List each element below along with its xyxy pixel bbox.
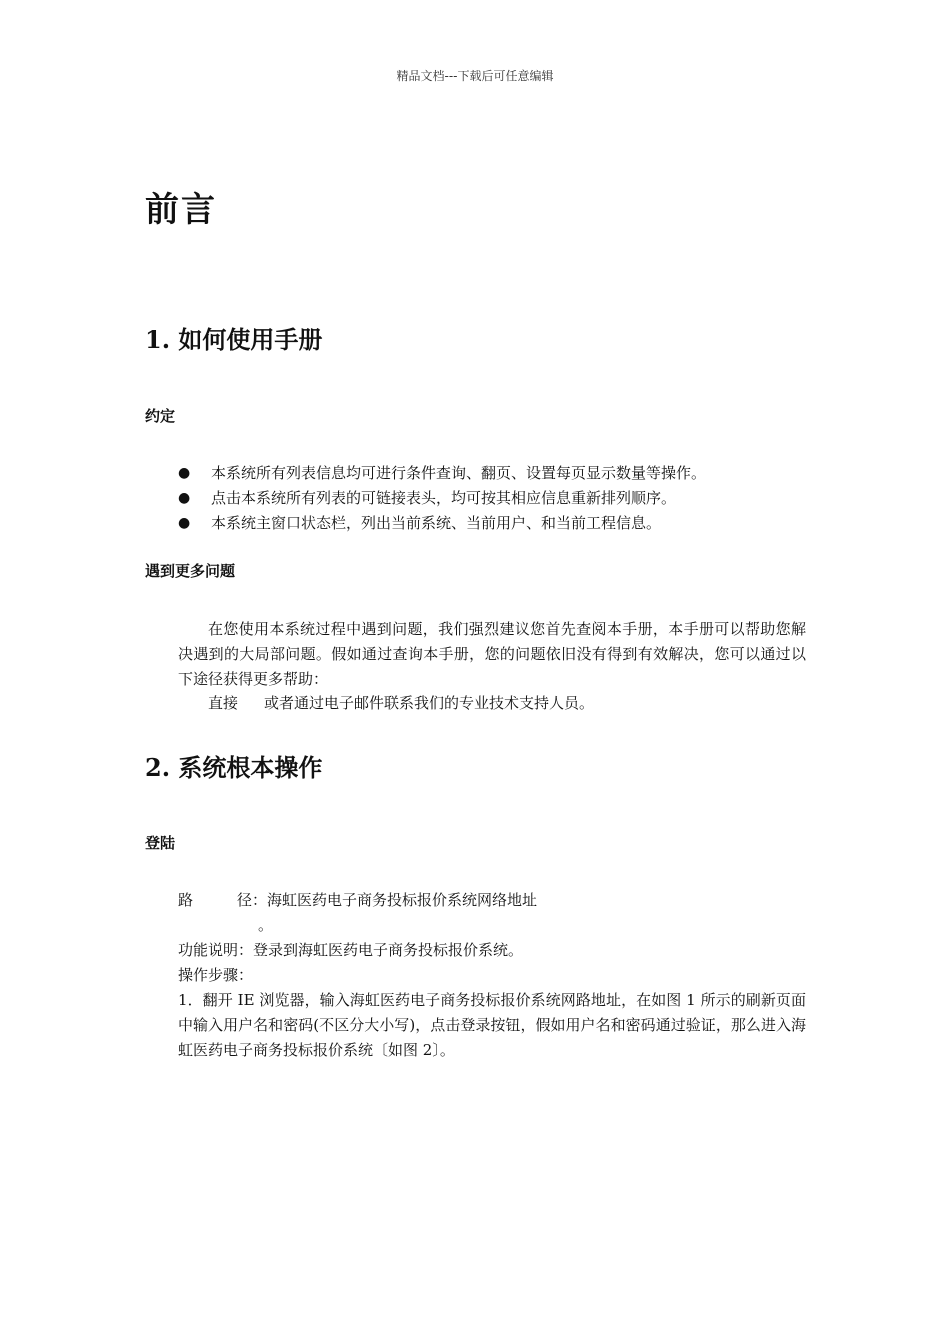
contact-line-start: 直接 (208, 694, 239, 712)
header-watermark: 精品文档---下载后可任意编辑 (396, 69, 554, 83)
contact-line (178, 691, 806, 716)
list-item-text: 本系统所有列表信息均可进行条件查询、翻页、设置每页显示数量等操作。 (211, 464, 707, 482)
function-description: 功能说明：登录到海虹医药电子商务投标报价系统。 (178, 941, 524, 959)
login-heading: 登陆 (145, 834, 176, 852)
list-item (178, 461, 818, 486)
bullet-icon: ● (178, 465, 191, 481)
path-label-end: 径： (237, 891, 268, 909)
section-2-heading: 2. 系统根本操作 (145, 753, 323, 782)
bullet-icon: ● (178, 490, 191, 506)
steps-label: 操作步骤： (178, 966, 254, 984)
list-item (178, 511, 818, 536)
page-title: 前言 (145, 190, 217, 230)
list-item-text: 本系统主窗口状态栏，列出当前系统、当前用户、和当前工程信息。 (211, 514, 662, 532)
step-1-text: 1．翻开 IE 浏览器，输入海虹医药电子商务投标报价系统网路地址，在如图 1 所示的刷新页面中输入用户名和密码(不区分大小写)，点击登录按钮，假如用户名和密码通过验证，那么进入海虹医药电子商务投标报价系统〔如图 2〕。 (178, 991, 806, 1059)
section-1-heading: 1. 如何使用手册 (145, 325, 323, 354)
convention-list (178, 461, 818, 536)
path-end: 。 (258, 916, 274, 934)
list-item-text: 点击本系统所有列表的可链接表头，均可按其相应信息重新排列顺序。 (211, 489, 677, 507)
path-line (178, 888, 806, 913)
list-item (178, 486, 818, 511)
bullet-icon: ● (178, 515, 191, 531)
more-problems-heading: 遇到更多问题 (145, 562, 236, 580)
convention-heading: 约定 (145, 407, 176, 425)
contact-line-end: 或者通过电子邮件联系我们的专业技术支持人员。 (264, 694, 595, 712)
help-paragraph: 在您使用本系统过程中遇到问题，我们强烈建议您首先查阅本手册，本手册可以帮助您解决遇到的大局部问题。假如通过查询本手册，您的问题依旧没有得到有效解决，您可以通过以下途径获得更多帮助： (178, 620, 806, 688)
path-value: 海虹医药电子商务投标报价系统网络地址 (267, 891, 538, 909)
path-label-start: 路 (178, 891, 194, 909)
